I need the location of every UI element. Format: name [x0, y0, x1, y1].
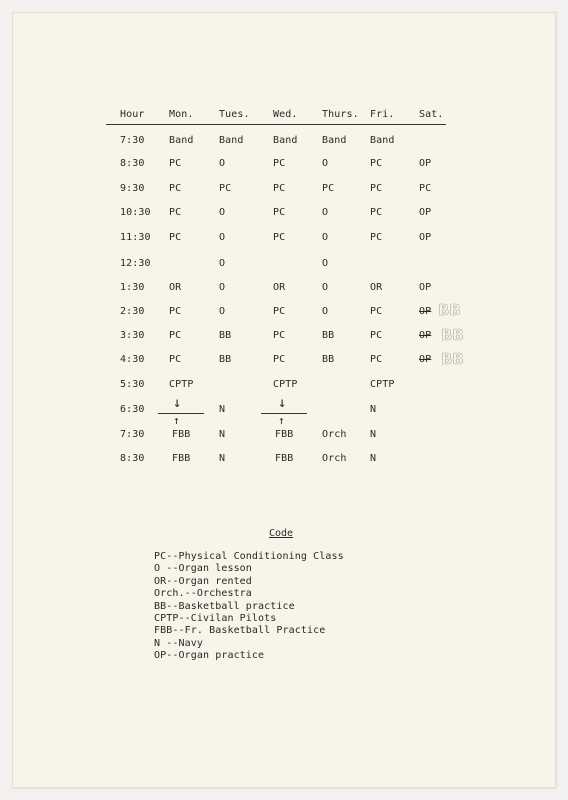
sat-cell: OP	[419, 232, 432, 243]
tue-cell: N	[219, 404, 226, 415]
fri-cell: CPTP	[370, 379, 395, 390]
hour-cell: 7:30	[120, 135, 145, 146]
code-title: Code	[269, 528, 294, 539]
tue-cell: N	[219, 453, 226, 464]
mon-cell: PC	[169, 354, 182, 365]
wed-cell: Band	[273, 135, 298, 146]
sat-cell-struck: OP	[419, 330, 432, 341]
header-hour: Hour	[120, 109, 145, 120]
legend-entry: OP--Organ practice	[154, 650, 265, 661]
tue-cell: O	[219, 158, 226, 169]
fri-cell: N	[370, 429, 377, 440]
wed-cell: OR	[273, 282, 286, 293]
hour-cell: 12:30	[120, 258, 151, 269]
thu-cell: O	[322, 306, 329, 317]
sat-cell-struck: OP	[419, 306, 432, 317]
tue-cell: N	[219, 429, 226, 440]
header-thu: Thurs.	[322, 109, 359, 120]
wed-cell: CPTP	[273, 379, 298, 390]
hour-cell: 1:30	[120, 282, 145, 293]
fri-cell: PC	[370, 330, 383, 341]
header-wed: Wed.	[273, 109, 298, 120]
tue-cell: O	[219, 282, 226, 293]
handwritten-annotation: BB	[441, 326, 464, 344]
wed-cell: PC	[273, 183, 286, 194]
tue-cell: BB	[219, 330, 232, 341]
down-arrow-icon: ↓	[173, 395, 182, 411]
thu-cell: PC	[322, 183, 335, 194]
legend-entry: FBB--Fr. Basketball Practice	[154, 625, 326, 636]
fri-cell: PC	[370, 306, 383, 317]
mon-cell: PC	[169, 306, 182, 317]
sat-cell: OP	[419, 158, 432, 169]
sat-cell: OP	[419, 207, 432, 218]
mon-cell: PC	[169, 158, 182, 169]
tue-cell: BB	[219, 354, 232, 365]
legend-entry: Orch.--Orchestra	[154, 588, 252, 599]
legend-entry: OR--Organ rented	[154, 576, 252, 587]
header-rule	[106, 124, 446, 125]
wed-cell: PC	[273, 207, 286, 218]
hour-cell: 5:30	[120, 379, 145, 390]
header-fri: Fri.	[370, 109, 395, 120]
hour-cell: 4:30	[120, 354, 145, 365]
fri-cell: PC	[370, 232, 383, 243]
hour-cell: 7:30	[120, 429, 145, 440]
thu-cell: Orch	[322, 453, 347, 464]
hour-cell: 3:30	[120, 330, 145, 341]
fri-cell: N	[370, 453, 377, 464]
wed-cell: PC	[273, 354, 286, 365]
wed-cell: PC	[273, 306, 286, 317]
header-tue: Tues.	[219, 109, 250, 120]
fri-cell: PC	[370, 183, 383, 194]
thu-cell: O	[322, 282, 329, 293]
mon-cell: CPTP	[169, 379, 194, 390]
legend-entry: N --Navy	[154, 638, 203, 649]
hour-cell: 11:30	[120, 232, 151, 243]
thu-cell: Band	[322, 135, 347, 146]
up-arrow-icon: ↑	[173, 414, 180, 427]
wed-cell: PC	[273, 330, 286, 341]
legend-entry: PC--Physical Conditioning Class	[154, 551, 344, 562]
legend-entry: CPTP--Civilan Pilots	[154, 613, 277, 624]
tue-cell: O	[219, 207, 226, 218]
mon-cell: FBB	[172, 429, 191, 440]
tue-cell: Band	[219, 135, 244, 146]
wed-cell: FBB	[275, 429, 294, 440]
thu-cell: O	[322, 258, 329, 269]
hour-cell: 8:30	[120, 453, 145, 464]
legend-entry: BB--Basketball practice	[154, 601, 295, 612]
tue-cell: O	[219, 232, 226, 243]
mon-cell: OR	[169, 282, 182, 293]
thu-cell: O	[322, 232, 329, 243]
mon-cell: PC	[169, 330, 182, 341]
sat-cell-struck: OP	[419, 354, 432, 365]
wed-cell: PC	[273, 158, 286, 169]
mon-cell: Band	[169, 135, 194, 146]
fri-cell: PC	[370, 158, 383, 169]
hour-cell: 6:30	[120, 404, 145, 415]
mon-cell: FBB	[172, 453, 191, 464]
tue-cell: O	[219, 258, 226, 269]
divider-line	[158, 413, 204, 414]
fri-cell: OR	[370, 282, 383, 293]
header-mon: Mon.	[169, 109, 194, 120]
sat-cell: PC	[419, 183, 432, 194]
hour-cell: 9:30	[120, 183, 145, 194]
wed-cell: FBB	[275, 453, 294, 464]
mon-cell: PC	[169, 183, 182, 194]
hour-cell: 10:30	[120, 207, 151, 218]
mon-cell: PC	[169, 207, 182, 218]
thu-cell: BB	[322, 330, 335, 341]
thu-cell: BB	[322, 354, 335, 365]
hour-cell: 8:30	[120, 158, 145, 169]
wed-cell: PC	[273, 232, 286, 243]
hour-cell: 2:30	[120, 306, 145, 317]
legend-entry: O --Organ lesson	[154, 563, 252, 574]
handwritten-annotation: BB	[438, 301, 461, 319]
tue-cell: O	[219, 306, 226, 317]
thu-cell: O	[322, 158, 329, 169]
fri-cell: Band	[370, 135, 395, 146]
handwritten-annotation: BB	[441, 350, 464, 368]
tue-cell: PC	[219, 183, 232, 194]
header-sat: Sat.	[419, 109, 444, 120]
up-arrow-icon: ↑	[278, 414, 285, 427]
fri-cell: N	[370, 404, 377, 415]
mon-cell: PC	[169, 232, 182, 243]
sat-cell: OP	[419, 282, 432, 293]
fri-cell: PC	[370, 207, 383, 218]
thu-cell: Orch	[322, 429, 347, 440]
fri-cell: PC	[370, 354, 383, 365]
down-arrow-icon: ↓	[278, 395, 287, 411]
thu-cell: O	[322, 207, 329, 218]
